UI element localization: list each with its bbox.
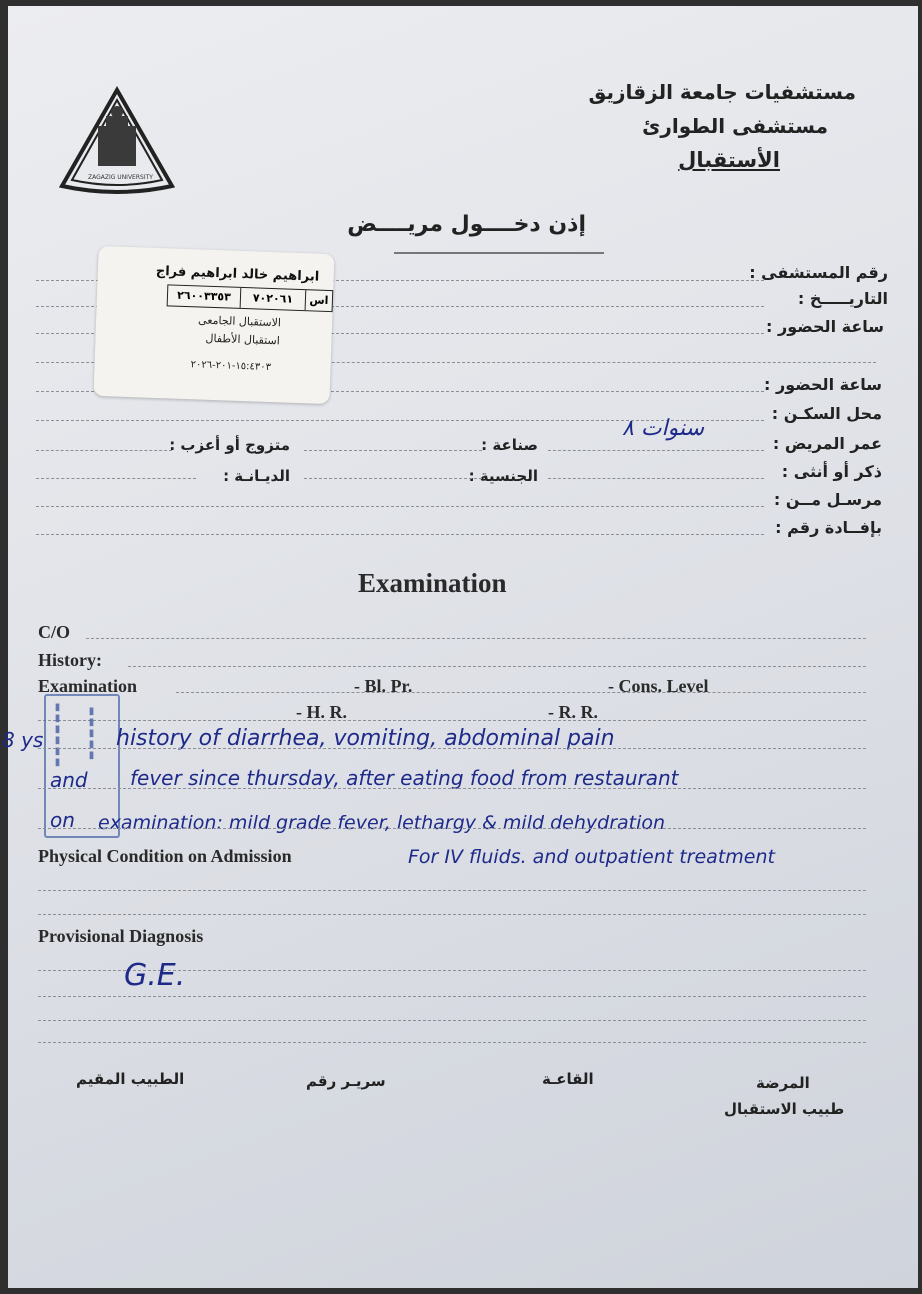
- form-title: إذن دخــــول مريــــض: [347, 212, 586, 237]
- line-sex: [548, 478, 764, 479]
- label-bl-pr: - Bl. Pr.: [354, 676, 413, 696]
- title-underline: [394, 252, 604, 254]
- label-bed-number: سريـر رقم: [306, 1072, 386, 1090]
- label-date: التاريـــــخ :: [797, 289, 888, 308]
- label-rr: - R. R.: [548, 702, 598, 722]
- institution-name: مستشفيات جامعة الزقازيق: [588, 80, 856, 104]
- handwritten-line-1: history of diarrhea, vomiting, abdominal pain: [116, 726, 615, 751]
- label-cons-level: - Cons. Level: [608, 676, 709, 696]
- label-notice-number: بإفــادة رقم :: [775, 518, 882, 537]
- line-occupation: [304, 450, 482, 451]
- label-physical-condition: Physical Condition on Admission: [38, 846, 292, 866]
- line-notes-3: [38, 828, 866, 829]
- label-co: C/O: [38, 622, 71, 642]
- line-notes-2: [38, 788, 866, 789]
- handwritten-line-2: fever since thursday, after eating food from restaurant: [130, 766, 679, 790]
- line-referred-from: [36, 506, 764, 507]
- sticker-line-2: استقبال الأطفال: [205, 331, 281, 348]
- label-arrival-time-1: ساعة الحضور :: [766, 317, 884, 336]
- examination-title: Examination: [358, 568, 507, 598]
- handwritten-line-4: For IV fluids. and outpatient treatment: [408, 846, 775, 868]
- hospital-name: مستشفى الطوارئ: [642, 114, 828, 138]
- line-physical-2: [38, 914, 866, 915]
- line-notice-number: [36, 534, 764, 535]
- line-diagnosis-4: [38, 1042, 866, 1043]
- line-physical-1: [38, 890, 866, 891]
- label-ward: القاعـة: [542, 1070, 594, 1088]
- line-examination: [176, 692, 866, 693]
- label-hr: - H. R.: [296, 702, 347, 722]
- label-history: History:: [38, 650, 102, 670]
- label-resident-doctor: الطبيب المقيم: [76, 1070, 185, 1088]
- line-co: [86, 638, 866, 639]
- sticker-number-2: ٢٦٠٠٣٣٥٣: [176, 288, 232, 304]
- department-name: الأستقبال: [678, 148, 780, 172]
- label-religion: الديـانـة :: [223, 467, 290, 485]
- label-reception-doctor: طبيب الاستقبال: [724, 1100, 845, 1118]
- sticker-id-box: [167, 284, 334, 312]
- label-occupation: صناعة :: [481, 436, 538, 454]
- handwritten-diagnosis: G.E.: [124, 958, 186, 993]
- label-marital-status: متزوج أو أعزب :: [169, 436, 290, 454]
- label-nurse: المرضة: [756, 1074, 810, 1092]
- handwritten-line-3-prefix: on: [50, 808, 75, 832]
- logo-text: ZAGAZIG UNIVERSITY: [88, 174, 153, 181]
- label-sex: ذكر أو أنثى :: [781, 462, 882, 481]
- line-nationality: [304, 478, 482, 479]
- label-arrival-time-2: ساعة الحضور :: [764, 375, 882, 394]
- line-notes-1: [38, 748, 866, 749]
- sticker-number-1: ٧٠٢٠٦١: [240, 288, 306, 310]
- sticker-name: ابراهيم خالد ابراهيم فراج: [155, 263, 320, 285]
- line-vitals: [38, 720, 866, 721]
- patient-sticker: [93, 246, 334, 404]
- line-diagnosis-3: [38, 1020, 866, 1021]
- line-marital: [36, 450, 172, 451]
- label-provisional-diagnosis: Provisional Diagnosis: [38, 926, 204, 946]
- label-referred-from: مرسـل مــن :: [773, 490, 882, 509]
- handwritten-age: سنوات ٨: [622, 416, 705, 441]
- line-history: [128, 666, 866, 667]
- handwritten-line-2-prefix: and: [50, 768, 88, 792]
- sticker-datetime: ١٥:٤٣٠٣-٢٠١-٢٠٢٦: [190, 359, 272, 374]
- label-residence: محل السكـن :: [771, 404, 882, 423]
- label-examination: Examination: [38, 676, 138, 696]
- admission-form-page: [2, 6, 918, 1288]
- handwritten-line-1-prefix: 8 ys: [2, 728, 44, 752]
- handwritten-line-3: examination: mild grade fever, lethargy & mild dehydration: [98, 812, 666, 834]
- sticker-line-1: الاستقبال الجامعى: [197, 313, 282, 330]
- label-patient-age: عمر المريض :: [772, 434, 882, 453]
- sticker-code-label: اس: [305, 290, 333, 311]
- vertical-stamp: ▮▮▮▮▮▮ ▮▮▮▮▮: [44, 694, 120, 838]
- label-nationality: الجنسية :: [468, 467, 538, 485]
- line-diagnosis-2: [38, 996, 866, 997]
- line-religion: [36, 478, 196, 479]
- line-age: [548, 450, 764, 451]
- label-hospital-number: رقم المستشفى :: [749, 263, 888, 282]
